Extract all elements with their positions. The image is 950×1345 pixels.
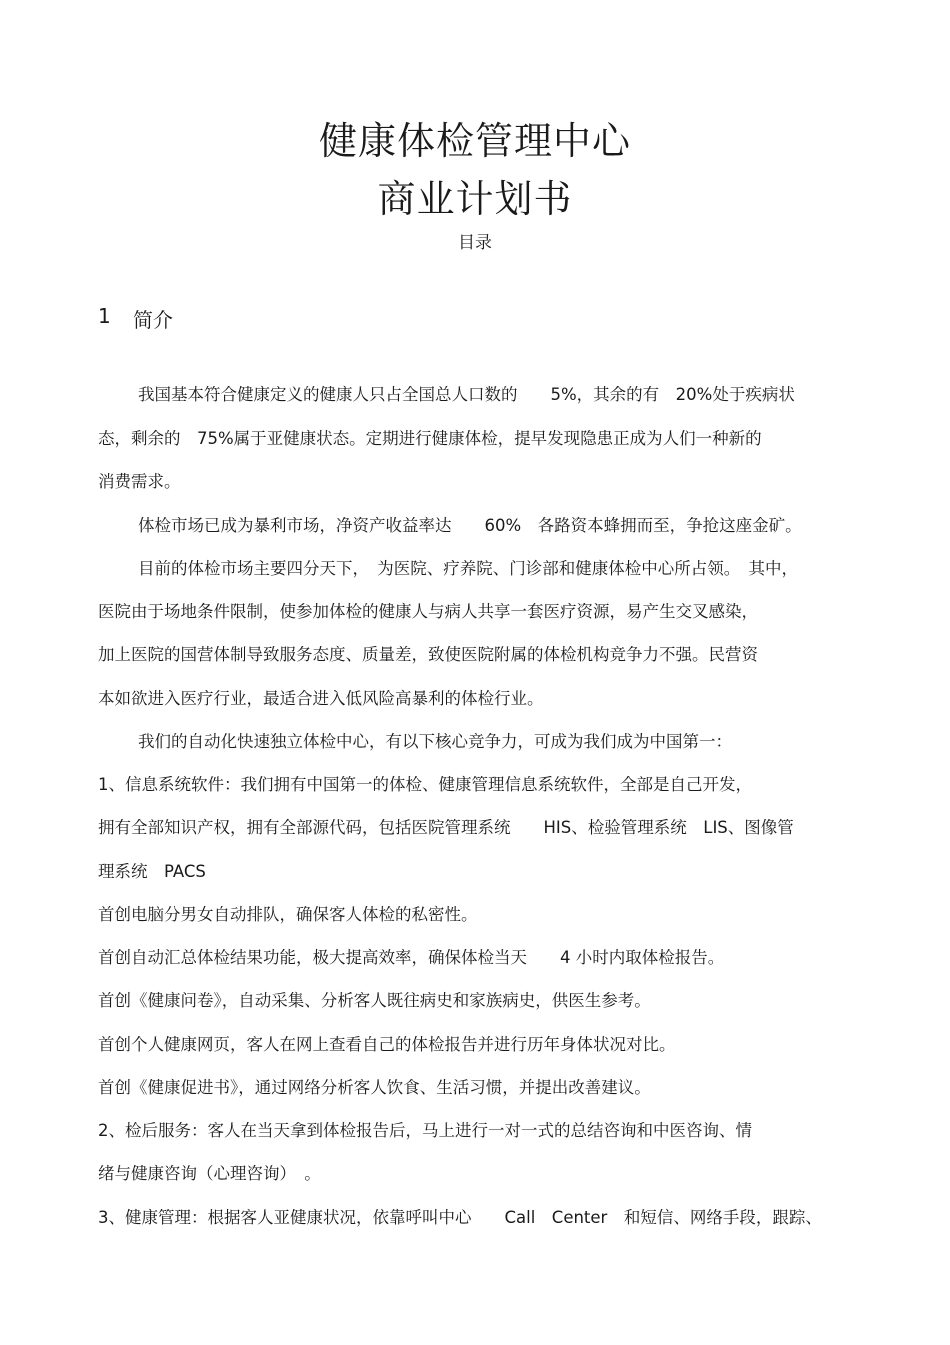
para-line: 我们的自动化快速独立体检中心，有以下核心竞争力，可成为我们成为中国第一： [138, 732, 732, 751]
para-line: 目前的体检市场主要四分天下， 为医院、疗养院、门诊部和健康体检中心所占领。 其中， [138, 559, 798, 578]
toc-label: 目录 [458, 233, 492, 253]
para-line: 绪与健康咨询（心理咨询） 。 [98, 1164, 321, 1183]
section-number: 1 [98, 304, 111, 328]
para-line: 首创《健康促进书》，通过网络分析客人饮食、生活习惯，并提出改善建议。 [98, 1078, 651, 1097]
para-line: 态，剩余的 75%属于亚健康状态。定期进行健康体检，提早发现隐患正成为人们一种新的 [98, 429, 762, 448]
para-line: 加上医院的国营体制导致服务态度、质量差，致使医院附属的体检机构竞争力不强。民营资 [98, 645, 758, 664]
para-line: 拥有全部知识产权，拥有全部源代码，包括医院管理系统 HIS、检验管理系统 LIS、图像管 [98, 818, 794, 837]
doc-title-line1: 健康体检管理中心 [318, 119, 631, 163]
para-line: 本如欲进入医疗行业，最适合进入低风险高暴利的体检行业。 [98, 689, 544, 708]
para-line: 首创自动汇总体检结果功能，极大提高效率，确保体检当天 4 小时内取体检报告。 [98, 948, 725, 967]
doc-title-line2: 商业计划书 [377, 177, 573, 221]
para-line: 首创电脑分男女自动排队，确保客人体检的私密性。 [98, 905, 478, 924]
section-title: 简介 [133, 308, 173, 332]
para-line: 我国基本符合健康定义的健康人只占全国总人口数的 5%，其余的有 20%处于疾病状 [138, 385, 795, 404]
para-line: 消费需求。 [98, 472, 181, 491]
list-item-1: 1、信息系统软件：我们拥有中国第一的体检、健康管理信息系统软件，全部是自己开发， [98, 775, 752, 794]
para-line: 理系统 PACS [98, 862, 206, 881]
list-item-3: 3、健康管理：根据客人亚健康状况，依靠呼叫中心 Call Center 和短信、网络手段，跟踪、 [98, 1208, 822, 1227]
para-line: 体检市场已成为暴利市场，净资产收益率达 60% 各路资本蜂拥而至，争抢这座金矿。 [138, 516, 802, 535]
list-item-2: 2、检后服务：客人在当天拿到体检报告后，马上进行一对一式的总结咨询和中医咨询、情 [98, 1121, 752, 1140]
para-line: 首创《健康问卷》，自动采集、分析客人既往病史和家族病史，供医生参考。 [98, 991, 651, 1010]
para-line: 首创个人健康网页，客人在网上查看自己的体检报告并进行历年身体状况对比。 [98, 1035, 676, 1054]
para-line: 医院由于场地条件限制，使参加体检的健康人与病人共享一套医疗资源，易产生交叉感染， [98, 602, 758, 621]
